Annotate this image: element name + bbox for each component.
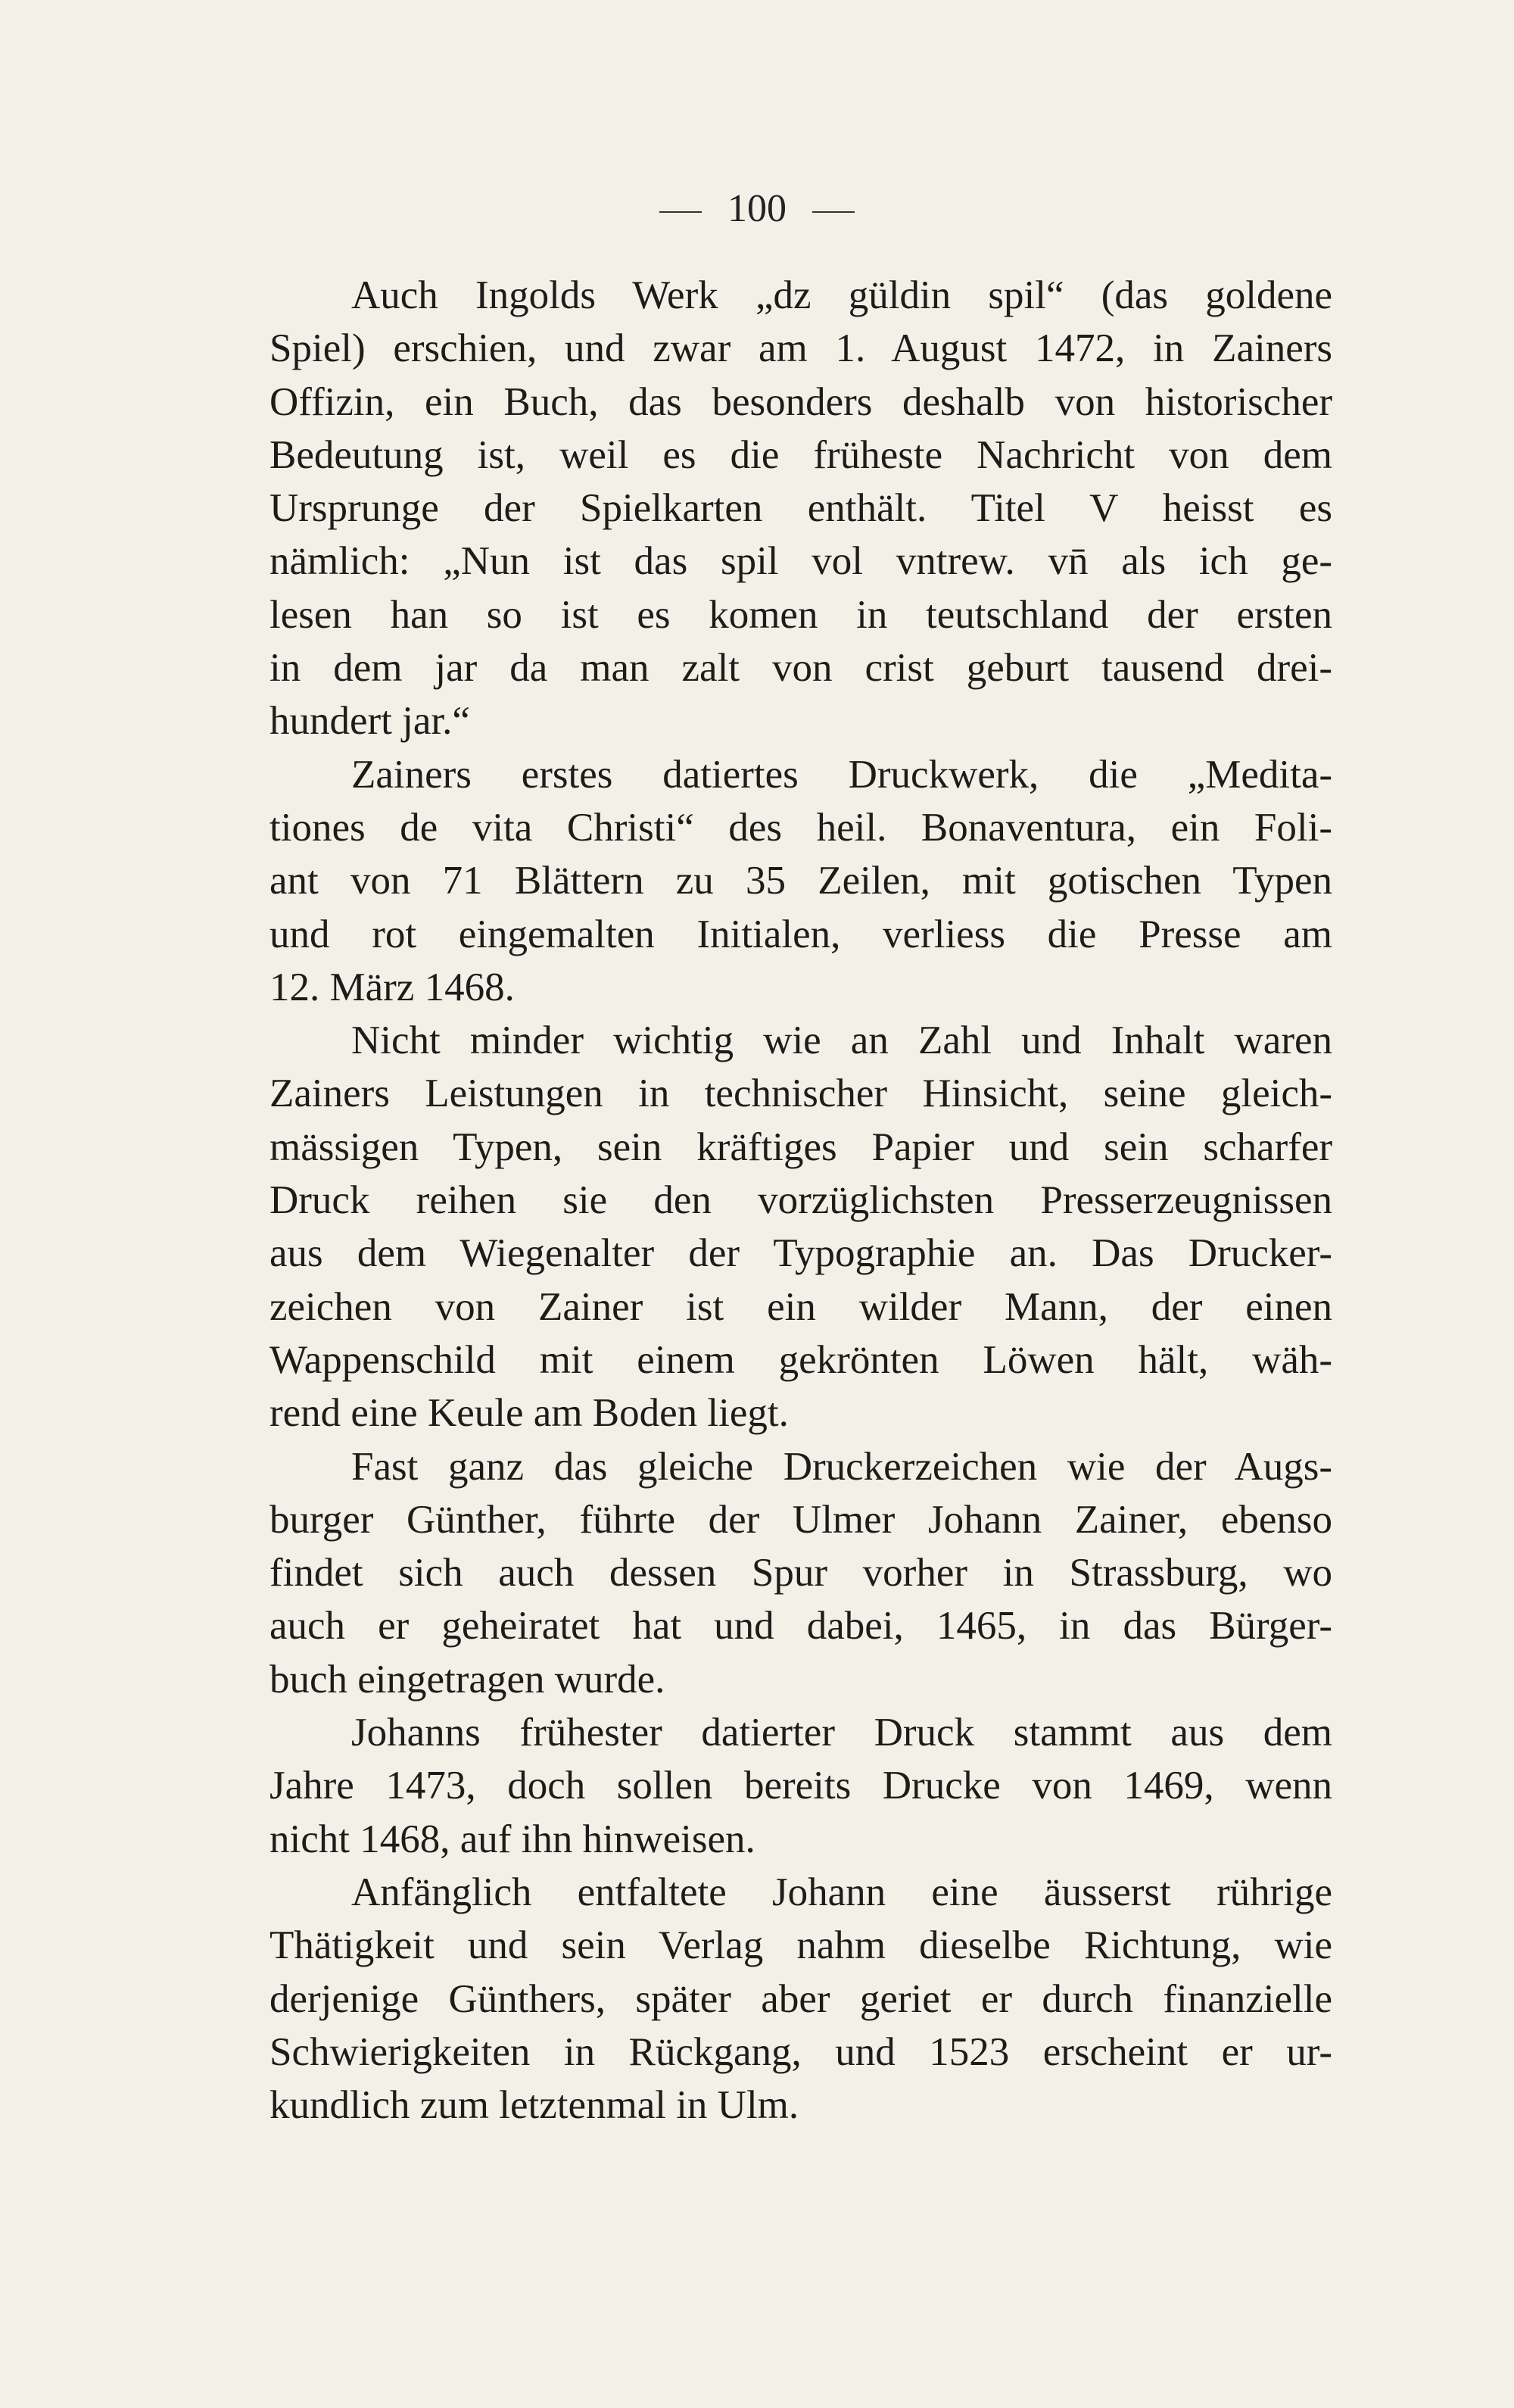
text-line: mässigen Typen, sein kräftiges Papier und sein scharfer	[269, 1124, 1332, 1169]
text-line: lesen han so ist es komen in teutschland der ersten	[269, 592, 1332, 637]
text-line: findet sich auch dessen Spur vorher in Strassburg, wo	[269, 1551, 1332, 1595]
text-line: Zainers erstes datiertes Druckwerk, die „Medita-	[351, 752, 1332, 797]
paragraph	[269, 1014, 1332, 1439]
text-line: und rot eingemalten Initialen, verliess die Presse am	[269, 912, 1332, 956]
text-line: 12. März 1468.	[269, 965, 515, 1009]
text-line: hundert jar.“	[269, 699, 470, 744]
page-number: 100	[727, 187, 787, 230]
text-line: Zainers Leistungen in technischer Hinsicht, seine gleich-	[269, 1071, 1332, 1116]
body-text	[269, 269, 1332, 2132]
text-line: Johanns frühester datierter Druck stammt aus dem	[351, 1711, 1332, 1755]
text-line: Wappenschild mit einem gekrönten Löwen hält, wäh-	[269, 1337, 1332, 1382]
text-line: zeichen von Zainer ist ein wilder Mann, der einen	[269, 1284, 1332, 1329]
text-line: Jahre 1473, doch sollen bereits Drucke von 1469, wenn	[269, 1764, 1332, 1808]
text-line: rend eine Keule am Boden liegt.	[269, 1391, 789, 1436]
text-line: Nicht minder wichtig wie an Zahl und Inhalt waren	[351, 1018, 1332, 1063]
text-line: auch er geheiratet hat und dabei, 1465, in das Bürger-	[269, 1604, 1332, 1648]
text-line: Bedeutung ist, weil es die früheste Nachricht von dem	[269, 432, 1332, 477]
text-line: Auch Ingolds Werk „dz güldin spil“ (das goldene	[351, 273, 1332, 317]
text-line: burger Günther, führte der Ulmer Johann Zainer, ebenso	[269, 1497, 1332, 1542]
paragraph	[269, 748, 1332, 1014]
paragraph	[269, 1440, 1332, 1706]
text-line: Spiel) erschien, und zwar am 1. August 1472, in Zainers	[269, 326, 1332, 371]
text-line: derjenige Günthers, später aber geriet er durch finanzielle	[269, 1976, 1332, 2021]
text-line: Ursprunge der Spielkarten enthält. Titel V heisst es	[269, 486, 1332, 531]
paragraph	[269, 269, 1332, 748]
text-line: nicht 1468, auf ihn hinweisen.	[269, 1817, 755, 1861]
header-dash-right	[812, 211, 855, 213]
text-line: ant von 71 Blättern zu 35 Zeilen, mit gotischen Typen	[269, 859, 1332, 903]
text-line: Anfänglich entfaltete Johann eine äusserst rührige	[351, 1870, 1332, 1914]
text-line: Fast ganz das gleiche Druckerzeichen wie der Augs-	[351, 1444, 1332, 1489]
text-line: kundlich zum letztenmal in Ulm.	[269, 2083, 799, 2128]
header-dash-left	[659, 211, 702, 213]
page-header	[0, 179, 1514, 239]
text-line: buch eingetragen wurde.	[269, 1657, 665, 1702]
text-line: in dem jar da man zalt von crist geburt tausend drei-	[269, 646, 1332, 691]
paragraph	[269, 1866, 1332, 2132]
text-line: Schwierigkeiten in Rückgang, und 1523 erscheint er ur-	[269, 2029, 1332, 2074]
text-line: nämlich: „Nun ist das spil vol vntrew. vn̄ als ich ge-	[269, 539, 1332, 584]
text-line: tiones de vita Christi“ des heil. Bonaventura, ein Foli-	[269, 805, 1332, 850]
paragraph	[269, 1706, 1332, 1866]
text-line: Druck reihen sie den vorzüglichsten Presserzeugnissen	[269, 1178, 1332, 1223]
text-line: aus dem Wiegenalter der Typographie an. Das Drucker-	[269, 1231, 1332, 1276]
text-line: Offizin, ein Buch, das besonders deshalb von historischer	[269, 379, 1332, 424]
text-line: Thätigkeit und sein Verlag nahm dieselbe Richtung, wie	[269, 1923, 1332, 1968]
